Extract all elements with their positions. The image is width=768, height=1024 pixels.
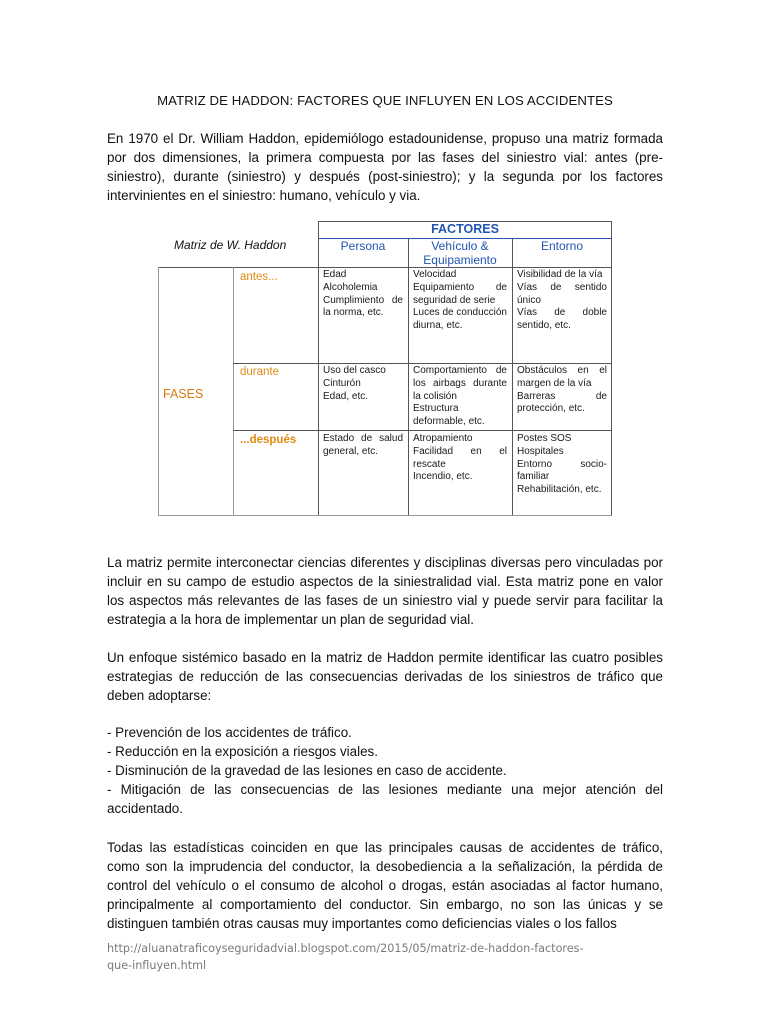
source-url-line1[interactable]: http://aluanatraficoyseguridadvial.blogspot.com/2015/05/matriz-de-haddon-factores- bbox=[107, 942, 584, 955]
cell-despues-persona: Estado de salud general, etc. bbox=[323, 433, 403, 457]
phase-durante-label: durante bbox=[240, 366, 280, 378]
cell-antes-vehiculo: Velocidad Equipamiento de seguridad de serie Luces de conducción diurna, etc. bbox=[413, 269, 507, 332]
fases-label: FASES bbox=[163, 387, 204, 401]
paragraph-matrix-purpose: La matriz permite interconectar ciencias diferentes y disciplinas diversas pero vinculadas por incluir en su campo de estudio aspectos de la siniestralidad vial. Esta matriz pone en valor los aspectos más relevantes de las fases de un siniestro vial y puede servir para facilitar la estrategia a la hora de implementar un plan de seguridad vial. bbox=[107, 555, 663, 627]
cell-durante-vehiculo: Comportamiento de los airbags durante la colisión Estructura deformable, etc. bbox=[413, 365, 507, 428]
phase-despues-label: ...después bbox=[240, 434, 297, 446]
cell-despues-entorno: Postes SOS Hospitales Entorno socio-familiar Rehabilitación, etc. bbox=[517, 433, 607, 496]
cell-durante-persona: Uso del casco Cinturón Edad, etc. bbox=[323, 365, 386, 402]
col-header-persona: Persona bbox=[340, 239, 386, 253]
list-item: - Disminución de la gravedad de las lesiones en caso de accidente. bbox=[107, 763, 507, 778]
list-item: - Reducción en la exposición a riesgos viales. bbox=[107, 744, 378, 759]
source-url-footer[interactable] bbox=[107, 940, 667, 974]
strategy-list bbox=[107, 723, 663, 818]
matrix-corner-title: Matriz de W. Haddon bbox=[174, 238, 287, 252]
page-title: MATRIZ DE HADDON: FACTORES QUE INFLUYEN EN LOS ACCIDENTES bbox=[157, 93, 613, 108]
col-header-entorno: Entorno bbox=[540, 239, 584, 253]
col-header-vehiculo-line1: Vehículo & bbox=[431, 239, 489, 253]
grid-line bbox=[158, 267, 159, 516]
paragraph-statistics: Todas las estadísticas coinciden en que las principales causas de accidentes de tráfico, como son la imprudencia del conductor, la desobediencia a la señalización, la pérdida de control del vehículo o el consumo de alcohol o drogas, están asociadas al factor humano, principalmente al comportamiento del conductor. Sin embargo, no son las únicas y se distinguen también otras causas muy importantes como deficiencias viales o los fallos bbox=[107, 840, 663, 931]
paragraph-systemic-approach: Un enfoque sistémico basado en la matriz de Haddon permite identificar las cuatro posibles estrategias de reducción de las consecuencias derivadas de los siniestros de tráfico que deben adoptarse: bbox=[107, 650, 663, 703]
grid-line bbox=[158, 515, 612, 516]
intro-paragraph: En 1970 el Dr. William Haddon, epidemiólogo estadounidense, propuso una matriz formada por dos dimensiones, la primera compuesta por las fases del siniestro vial: antes (pre-siniestro), durante (siniestro) y después (post-siniestro); y la segunda por los factores intervinientes en el siniestro: humano, vehículo y via. bbox=[107, 131, 663, 203]
grid-line bbox=[233, 267, 234, 516]
grid-line bbox=[318, 267, 319, 516]
haddon-matrix-figure bbox=[158, 221, 612, 516]
factores-header: FACTORES bbox=[431, 222, 499, 236]
cell-despues-vehiculo: Atropamiento Facilidad en el rescate Incendio, etc. bbox=[413, 433, 507, 483]
grid-line bbox=[233, 363, 612, 364]
phase-antes-label: antes... bbox=[240, 271, 278, 283]
grid-line bbox=[408, 238, 409, 516]
grid-line bbox=[158, 267, 612, 268]
grid-line bbox=[233, 430, 612, 431]
list-item: - Mitigación de las consecuencias de las lesiones mediante una mejor atención del accidentado. bbox=[107, 782, 663, 816]
source-url-line2[interactable]: que-influyen.html bbox=[107, 959, 207, 972]
cell-antes-entorno: Visibilidad de la vía Vías de sentido único Vías de doble sentido, etc. bbox=[517, 269, 607, 332]
grid-line bbox=[512, 238, 513, 516]
grid-line bbox=[611, 221, 612, 516]
cell-durante-entorno: Obstáculos en el margen de la vía Barreras de protección, etc. bbox=[517, 365, 607, 415]
col-header-vehiculo-line2: Equipamiento bbox=[423, 253, 497, 267]
list-item: - Prevención de los accidentes de tráfico. bbox=[107, 725, 352, 740]
col-header-vehiculo bbox=[408, 239, 512, 267]
cell-antes-persona: Edad Alcoholemia Cumplimiento de la norma, etc. bbox=[323, 269, 403, 319]
